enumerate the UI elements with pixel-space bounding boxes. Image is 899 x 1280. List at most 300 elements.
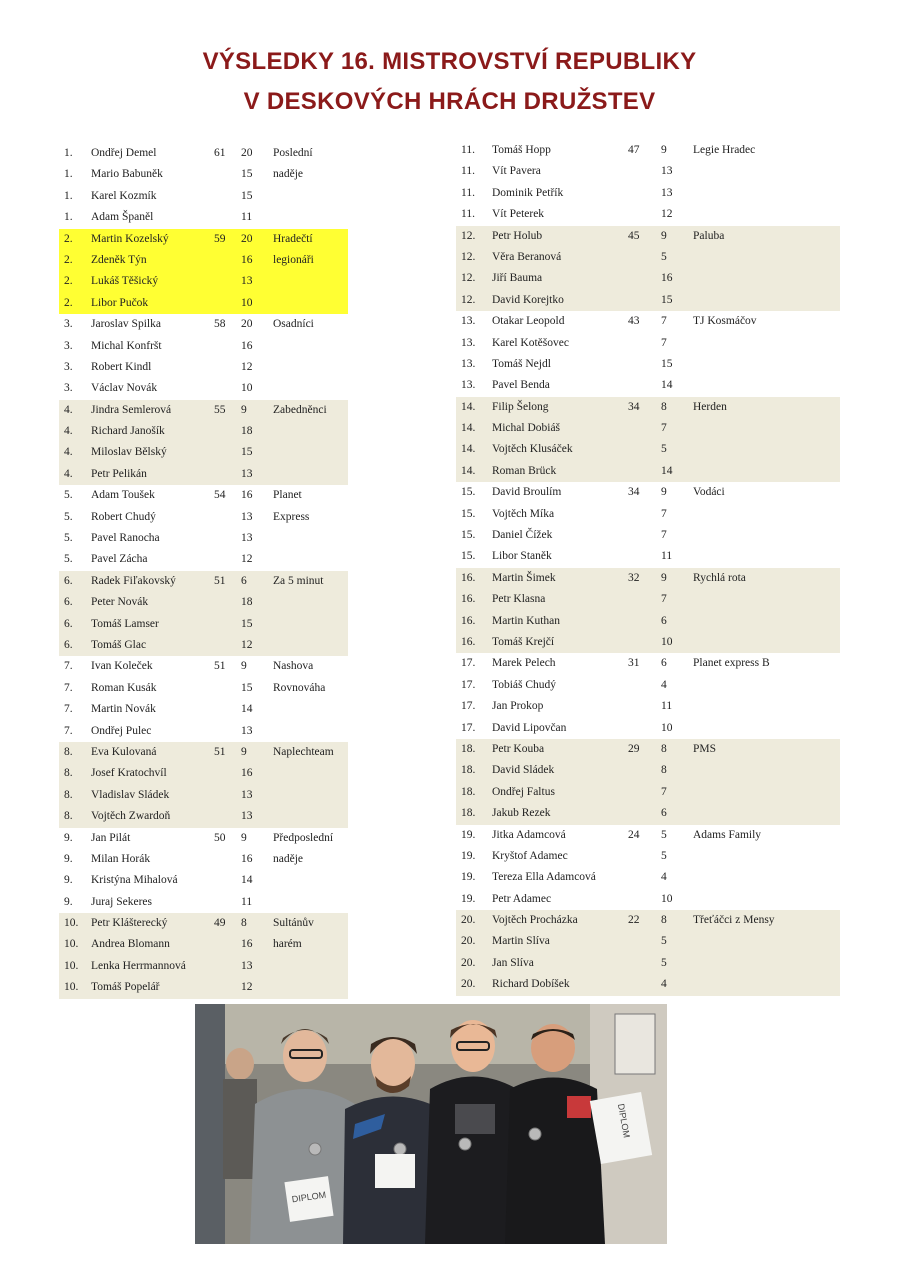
rank: 4. [64,403,73,416]
team-total: 45 [628,229,640,242]
player-name: Otakar Leopold [492,315,565,328]
rank: 13. [461,336,476,349]
rank: 11. [461,186,475,199]
player-name: Petr Kouba [492,742,545,755]
player-row [59,614,348,635]
player-score: 11 [661,700,673,713]
team-name: Paluba [693,229,725,242]
player-row [456,974,840,995]
rank: 19. [461,849,476,862]
rank: 4. [64,425,73,438]
rank: 18. [461,764,476,777]
team-block [456,825,840,911]
team-name: PMS [693,742,717,755]
team-block [456,226,840,312]
player-score: 15 [661,357,673,370]
player-row [59,849,348,870]
player-row [456,247,840,268]
player-row [456,482,840,503]
player-name: Jindra Semlerová [91,403,172,416]
rank: 3. [64,318,73,331]
team-block [456,140,840,226]
rank: 1. [64,168,73,181]
rank: 18. [461,742,476,755]
player-score: 9 [661,486,667,499]
rank: 1. [64,189,73,202]
player-row [456,825,840,846]
team-name: Osadníci [273,318,314,331]
player-score: 11 [241,895,253,908]
player-score: 5 [661,849,667,862]
rank: 20. [461,914,476,927]
player-score: 10 [661,892,673,905]
team-name: naděje [273,852,304,865]
rank: 5. [64,553,73,566]
rank: 20. [461,956,476,969]
player-score: 12 [241,360,253,373]
player-name: Robert Kindl [91,360,152,373]
team-name: Naplechteam [273,745,334,758]
player-name: Robert Chudý [91,510,156,523]
player-row [59,271,348,292]
player-row [456,589,840,610]
player-score: 13 [661,165,673,178]
player-name: Václav Novák [91,382,158,395]
player-row [59,742,348,763]
team-name: Rychlá rota [693,571,746,584]
player-row [59,934,348,955]
player-score: 5 [661,828,667,841]
player-score: 4 [661,871,667,884]
player-name: Roman Brück [492,464,557,477]
rank: 8. [64,810,73,823]
player-score: 16 [241,489,253,502]
rank: 7. [64,681,73,694]
team-total: 51 [214,574,226,587]
team-total: 51 [214,660,226,673]
player-row [456,183,840,204]
team-total: 31 [628,657,640,670]
player-row [59,336,348,357]
rank: 12. [461,272,476,285]
player-score: 6 [661,657,667,670]
rank: 10. [64,959,79,972]
rank: 6. [64,574,73,587]
rank: 20. [461,978,476,991]
player-name: Kryštof Adamec [492,849,568,862]
player-row [456,803,840,824]
rank: 5. [64,489,73,502]
team-name: harém [273,938,302,951]
player-row [456,546,840,567]
player-name: Jaroslav Spilka [91,318,161,331]
rank: 18. [461,785,476,798]
diplom-label-1: DIPLOM [291,1189,327,1205]
player-row [59,293,348,314]
player-score: 12 [241,553,253,566]
player-name: Lenka Herrmannová [91,959,186,972]
player-row [59,635,348,656]
player-row [59,378,348,399]
player-name: Vojtěch Zwardoň [91,810,171,823]
player-row [59,721,348,742]
player-row [59,785,348,806]
rank: 7. [64,660,73,673]
rank: 14. [461,464,476,477]
player-name: David Broulím [492,486,562,499]
player-name: Petr Klasna [492,593,546,606]
team-total: 32 [628,571,640,584]
team-photo-illustration [195,1004,667,1244]
player-score: 18 [241,425,253,438]
team-name: Vodáci [693,486,725,499]
player-name: Eva Kulovaná [91,745,157,758]
player-row [456,375,840,396]
player-name: Vojtěch Míka [492,507,555,520]
team-total: 34 [628,486,640,499]
player-row [59,956,348,977]
team-name: Za 5 minut [273,574,324,587]
player-row [59,229,348,250]
player-score: 13 [241,532,253,545]
results-column-right [456,140,840,996]
player-row [59,571,348,592]
player-row [456,226,840,247]
player-name: Josef Kratochvíl [91,767,167,780]
team-name: Adams Family [693,828,762,841]
team-total: 49 [214,917,226,930]
team-total: 61 [214,147,226,159]
player-score: 5 [661,956,667,969]
rank: 3. [64,360,73,373]
player-score: 7 [661,315,667,328]
player-name: Vladislav Sládek [91,788,170,801]
results-column-left [59,143,348,999]
player-row [456,739,840,760]
player-score: 16 [241,253,253,266]
player-row [456,846,840,867]
player-row [456,140,840,161]
rank: 6. [64,617,73,630]
team-block [456,653,840,739]
player-score: 15 [241,446,253,459]
team-name: Herden [693,400,727,413]
rank: 12. [461,293,476,306]
rank: 15. [461,529,476,542]
player-row [456,718,840,739]
player-row [456,760,840,781]
team-block [59,656,348,742]
player-score: 14 [241,703,253,716]
team-total: 24 [628,828,640,841]
player-score: 16 [661,272,673,285]
player-score: 20 [241,232,253,245]
player-name: Jan Pilát [91,831,131,844]
team-block [456,568,840,654]
player-score: 13 [241,510,253,523]
team-name: Zabedněnci [273,403,327,416]
team-name: Planet [273,489,302,502]
rank: 17. [461,700,476,713]
player-row [456,204,840,225]
player-name: Marek Pelech [492,657,556,670]
rank: 5. [64,532,73,545]
player-name: Tomáš Nejdl [492,357,551,370]
player-score: 6 [661,807,667,820]
player-score: 12 [241,981,253,994]
player-score: 18 [241,596,253,609]
player-name: Radek Fiľakovský [91,574,176,587]
player-score: 13 [241,467,253,480]
player-name: Ondřej Pulec [91,724,152,737]
player-name: Tomáš Popelář [91,981,160,994]
team-name: Poslední [273,147,313,159]
player-row [59,763,348,784]
player-row [456,632,840,653]
rank: 11. [461,208,475,221]
player-score: 15 [241,168,253,181]
team-name: Rovnováha [273,681,326,694]
player-name: Jakub Rezek [492,807,551,820]
player-score: 4 [661,978,667,991]
team-name: naděje [273,168,304,181]
player-name: David Lipovčan [492,721,567,734]
player-row [456,696,840,717]
team-total: 54 [214,489,226,502]
player-name: Petr Pelikán [91,467,147,480]
team-total: 22 [628,914,640,927]
team-name: legionáři [273,253,314,266]
team-name: Legie Hradec [693,144,756,156]
team-total: 29 [628,742,640,755]
player-name: Michal Dobiáš [492,422,561,435]
player-name: Jan Prokop [492,700,544,713]
player-name: Karel Kozmík [91,189,157,202]
player-name: Juraj Sekeres [91,895,152,908]
player-score: 16 [241,938,253,951]
player-row [59,143,348,164]
player-name: Tomáš Krejčí [492,635,555,648]
player-name: Pavel Ranocha [91,532,160,545]
player-name: David Sládek [492,764,555,777]
player-name: Petr Klášterecký [91,917,168,930]
player-name: Tomáš Lamser [91,617,159,630]
player-score: 8 [661,742,667,755]
player-row [59,207,348,228]
player-name: Daniel Čížek [492,529,553,542]
player-row [59,464,348,485]
player-score: 13 [241,959,253,972]
player-score: 10 [661,635,673,648]
player-score: 14 [661,379,673,392]
rank: 13. [461,379,476,392]
player-row [59,892,348,913]
player-name: Vít Peterek [492,208,545,221]
team-block [59,229,348,315]
team-name: Předposlední [273,831,334,844]
player-name: Filip Šelong [492,400,549,413]
team-block [456,311,840,397]
rank: 17. [461,721,476,734]
player-name: Jiří Bauma [492,272,543,285]
player-score: 9 [241,831,247,844]
player-row [59,549,348,570]
rank: 15. [461,507,476,520]
player-score: 10 [241,382,253,395]
rank: 15. [461,550,476,563]
player-name: Dominik Petřík [492,186,564,199]
player-row [456,782,840,803]
player-row [456,333,840,354]
player-score: 5 [661,443,667,456]
player-name: Martin Slíva [492,935,550,948]
team-block [456,739,840,825]
rank: 2. [64,232,73,245]
rank: 14. [461,400,476,413]
team-name: Planet express B [693,657,770,670]
player-score: 7 [661,507,667,520]
rank: 2. [64,253,73,266]
player-name: Pavel Benda [492,379,550,392]
team-block [59,742,348,828]
team-name: Hradečtí [273,232,313,245]
player-row [456,568,840,589]
rank: 7. [64,703,73,716]
player-name: Zdeněk Týn [91,253,147,266]
team-total: 34 [628,400,640,413]
player-score: 7 [661,529,667,542]
team-total: 50 [214,831,226,844]
player-score: 15 [241,189,253,202]
player-score: 13 [661,186,673,199]
player-name: Kristýna Mihalová [91,874,178,887]
player-name: Miloslav Bělský [91,446,167,459]
player-name: Lukáš Těšický [91,275,159,288]
player-score: 4 [661,678,667,691]
player-row [59,806,348,827]
player-name: Michal Konfršt [91,339,162,352]
player-name: David Korejtko [492,293,564,306]
rank: 10. [64,981,79,994]
rank: 16. [461,614,476,627]
player-row [456,910,840,931]
player-name: Petr Adamec [492,892,552,905]
player-name: Adam Španěl [91,211,154,224]
rank: 3. [64,382,73,395]
player-name: Petr Holub [492,229,543,242]
team-total: 43 [628,315,640,328]
player-score: 20 [241,147,253,159]
player-row [456,461,840,482]
player-row [456,889,840,910]
player-row [456,161,840,182]
player-name: Martin Šimek [492,571,556,584]
team-block [59,400,348,486]
player-name: Jitka Adamcová [492,828,566,841]
player-name: Mario Babuněk [91,168,163,181]
rank: 16. [461,635,476,648]
rank: 8. [64,788,73,801]
player-row [59,678,348,699]
rank: 2. [64,296,73,309]
player-name: Vojtěch Procházka [492,914,578,927]
rank: 10. [64,917,79,930]
player-score: 16 [241,852,253,865]
player-score: 5 [661,250,667,263]
player-row [59,828,348,849]
player-name: Adam Toušek [91,489,155,502]
player-row [59,528,348,549]
team-block [456,397,840,483]
player-score: 13 [241,275,253,288]
player-row [59,485,348,506]
player-score: 6 [661,614,667,627]
team-photo [195,1004,667,1244]
page-title-line-1: VÝSLEDKY 16. MISTROVSTVÍ REPUBLIKY [202,48,697,75]
rank: 9. [64,895,73,908]
player-name: Ondřej Faltus [492,785,555,798]
rank: 3. [64,339,73,352]
player-row [456,504,840,525]
player-score: 7 [661,336,667,349]
player-name: Richard Dobíšek [492,978,570,991]
player-name: Karel Kotěšovec [492,336,569,349]
player-score: 9 [661,144,667,156]
player-row [59,421,348,442]
player-score: 6 [241,574,247,587]
player-name: Peter Novák [91,596,149,609]
team-name: Sultánův [273,917,314,930]
rank: 18. [461,807,476,820]
player-row [456,439,840,460]
player-score: 9 [241,660,247,673]
player-score: 13 [241,788,253,801]
rank: 20. [461,935,476,948]
player-row [456,525,840,546]
player-row [456,397,840,418]
player-name: Tomáš Hopp [492,144,551,156]
rank: 9. [64,874,73,887]
player-name: Jan Slíva [492,956,534,969]
team-block [456,482,840,568]
player-name: Milan Horák [91,852,151,865]
team-block [59,485,348,571]
rank: 7. [64,724,73,737]
player-name: Richard Janošík [91,425,165,438]
player-row [456,675,840,696]
player-score: 9 [661,571,667,584]
player-name: Andrea Blomann [91,938,170,951]
team-total: 55 [214,403,226,416]
team-total: 59 [214,232,226,245]
player-row [456,867,840,888]
player-row [59,592,348,613]
player-row [59,400,348,421]
rank: 4. [64,467,73,480]
player-row [59,656,348,677]
player-score: 16 [241,339,253,352]
player-score: 7 [661,593,667,606]
rank: 6. [64,638,73,651]
rank: 1. [64,211,73,224]
team-total: 51 [214,745,226,758]
rank: 6. [64,596,73,609]
player-row [59,913,348,934]
player-row [59,250,348,271]
player-score: 7 [661,422,667,435]
rank: 9. [64,852,73,865]
diplom-label-3: DIPLOM [615,1102,632,1139]
